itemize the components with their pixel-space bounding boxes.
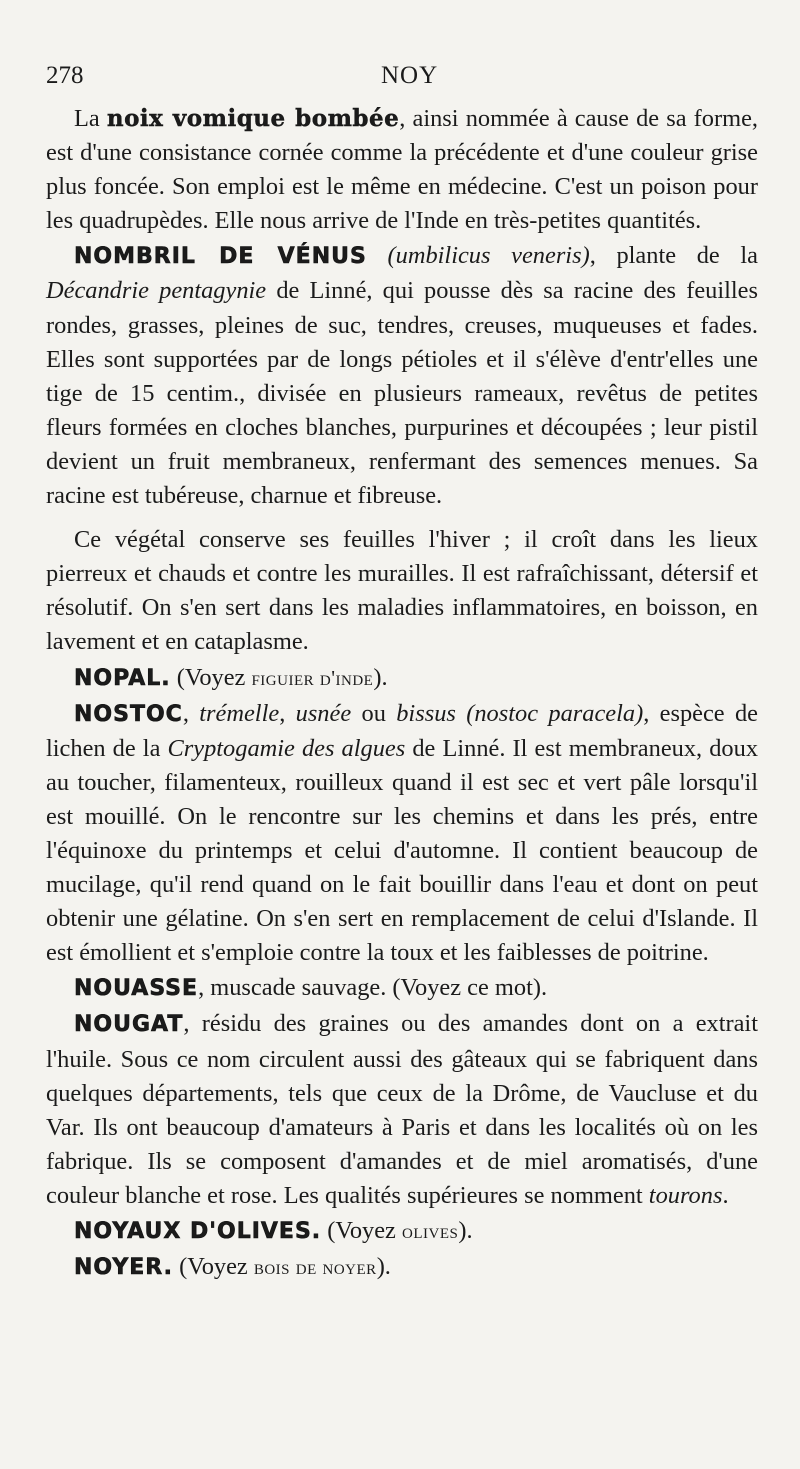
entry-text: , ainsi nommée à cause de sa forme, est d'une consistance cornée comme la précédente et d'une couleur grise plus foncée. Son emploi est le même en médecine. C'est un poison pour les quadrupèdes. Elle nous arrive de l'Inde en très-petites quantités. [46, 105, 758, 235]
synonym: usnée [295, 699, 352, 727]
entry-text: , résidu des graines ou des amandes dont on a extrait l'huile. Sous ce nom circulent aussi des gâteaux qui se fabriquent dans quelques départements, tels que ceux de la Drôme, de Vaucluse et du Var. Ils ont beaucoup d'amateurs à Paris et dans les localités où on les fabrique. Ils se composent d'amandes et de miel aromatisés, d'une couleur blanche et rose. Les qualités supérieures se nomment [46, 1010, 758, 1209]
entry-continuation: Ce végétal conserve ses feuilles l'hiver ; il croît dans les lieux pierreux et chauds et contre les murailles. Il est rafraîchissant, détersif et résolutif. On s'en sert dans les maladies inflammatoires, en boisson, en lavement et en cataplasme. [46, 526, 758, 656]
cross-reference: bois de noyer [253, 1255, 377, 1280]
entry-text: ). [373, 663, 388, 691]
entry-text: (Voyez [170, 663, 252, 691]
entry-text: (Voyez [321, 1217, 402, 1244]
cross-reference: olives [402, 1219, 459, 1243]
latin-name: (umbilicus veneris) [387, 242, 590, 270]
entry-text: , plante de la [589, 242, 758, 270]
synonym: bissus [396, 699, 456, 727]
entry-noix-vomique-bombee [46, 102, 758, 238]
entry-nopal [46, 661, 758, 696]
headword: NOUASSE [74, 976, 199, 1002]
entry-nombril-de-venus [46, 239, 758, 513]
classification: Cryptogamie des algues [167, 734, 406, 762]
dictionary-body [46, 102, 758, 1285]
entry-text: de Linné, qui pousse dès sa racine des feuilles rondes, grasses, pleines de suc, tendres, creuses, muqueuses et fades. Elles sont supportées par de longs pétioles et il s'élève d'entr'elles une tige de 15 centim., divisée en plusieurs rameaux, revêtus de petites fleurs formées en cloches blanches, purpurines et découpées ; leur pistil devient un fruit membraneux, renfermant des semences menues. Sa racine est tubéreuse, charnue et fibreuse. [46, 277, 758, 510]
entry-nougat [46, 1007, 758, 1213]
headword: NOMBRIL DE VÉNUS [74, 244, 367, 270]
running-head: NOY [381, 62, 439, 89]
entry-text: de Linné. Il est membraneux, doux au toucher, filamenteux, rouilleux quand il est sec et vert pâle lorsqu'il est mouillé. On le rencontre sur les chemins et dans les prés, entre l'équinoxe du printemps et celui d'automne. Il contient beaucoup de mucilage, qu'il rend quand on le fait bouillir dans l'eau et dont on peut obtenir une gélatine. On s'en sert en remplacement de celui d'Islande. Il est émollient et s'emploie contre la toux et les faiblesses de poitrine. [46, 734, 759, 967]
entry-lead: La [74, 105, 107, 132]
entry-text: ou [351, 699, 397, 727]
headword: NOPAL. [74, 665, 171, 691]
entry-text: , [279, 699, 296, 727]
entry-text: , espèce de lichen de la [46, 699, 758, 762]
page-header [46, 62, 750, 98]
entry-text [456, 700, 466, 727]
synonym: trémelle [199, 699, 280, 727]
headword: NOUGAT [74, 1012, 184, 1038]
headword: NOYAUX D'OLIVES. [74, 1219, 322, 1244]
entry-nouasse [46, 971, 758, 1006]
entry-text: (Voyez [173, 1253, 254, 1281]
headword: noix vomique bombée [106, 105, 400, 132]
page-number: 278 [46, 62, 84, 89]
entry-text: , [182, 699, 200, 727]
classification: Décandrie pentagynie [46, 277, 267, 305]
term: tourons [648, 1181, 723, 1209]
entry-noyaux-d-olives [46, 1214, 758, 1249]
entry-text: ). [376, 1253, 391, 1281]
entry-text: . [722, 1181, 729, 1209]
headword: NOSTOC [74, 701, 183, 727]
cross-reference: figuier d'inde [251, 665, 374, 690]
entry-text: ). [458, 1217, 473, 1244]
latin-name: (nostoc paracela) [466, 699, 644, 727]
entry-nostoc [46, 697, 758, 971]
entry-noyer [46, 1250, 758, 1285]
headword: NOYER. [74, 1255, 173, 1281]
entry-text: , muscade sauvage. (Voyez ce mot). [198, 974, 548, 1002]
